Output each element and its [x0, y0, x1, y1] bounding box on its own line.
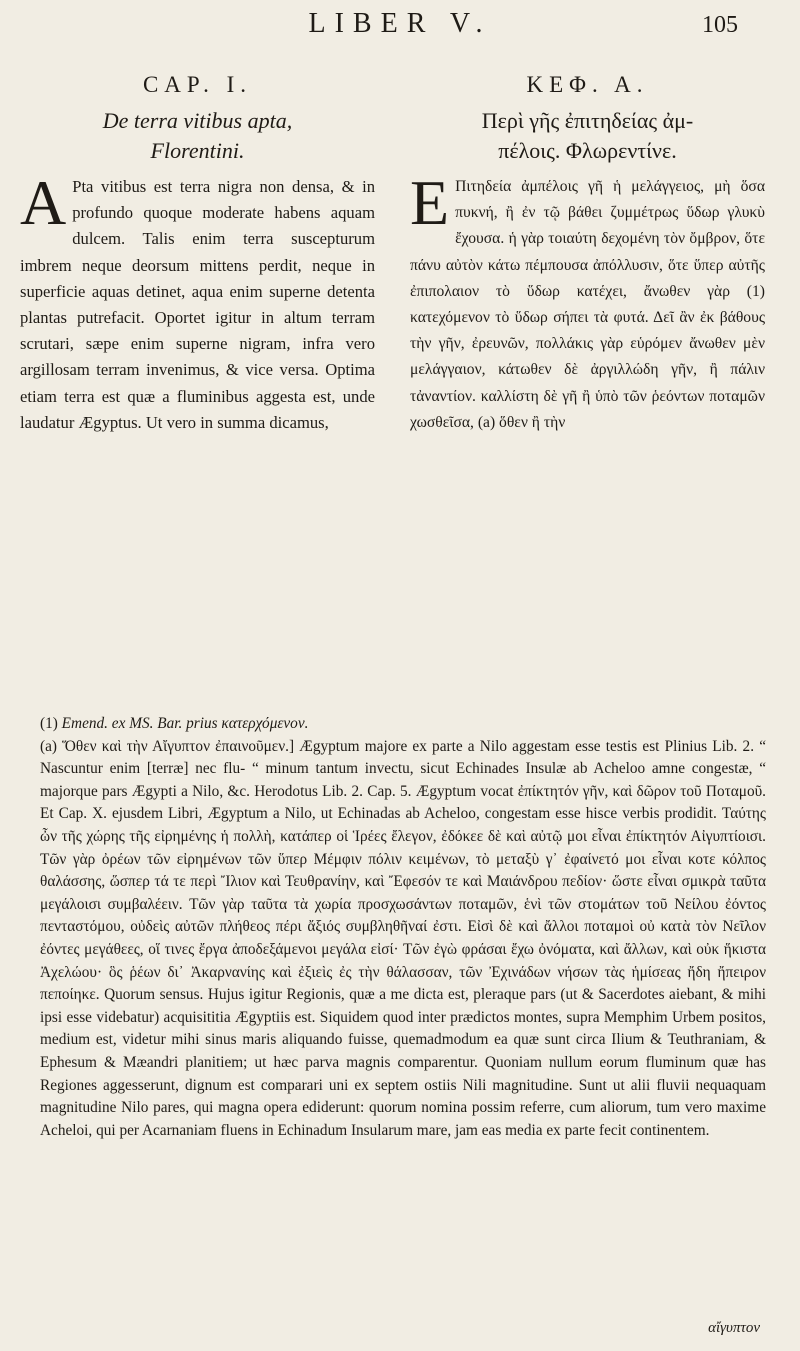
footnote-2 — [40, 736, 766, 1143]
catchword: αἴγυπτον — [708, 1320, 760, 1336]
running-head: LIBER V. — [308, 8, 492, 39]
latin-title-line2: Florentini. — [150, 138, 245, 163]
greek-chapter-heading: ΚΕΦ. Α. — [526, 72, 649, 97]
footnote-2-text: Ὅθεν καὶ τὴν Αἴγυπτον ἐπαινοῦμεν.] Ægyptum majore ex parte a Nilo aggestam esse testis est Plinius Lib. 2. “ Nascuntur enim [terræ] nec flu- “ minum tantum invectu, sicut Echinades Insulæ ab Acheloo amne congestæ, “ majorque pars Ægypti a Nilo, &c. Herodotus Lib. 2. Cap. 5. Ægyptum vocat ἐπίκτητόν γῆν, καὶ δῶρον τοῦ Ποταμοῦ. Et Cap. X. ejusdem Libri, Ægyptum a Nilo, ut Echinadas ab Acheloo, congestam esse hisce verbis prodidit. Ταύτης ὦν τῆς χώρης τῆς εἰρημένης ἡ πολλὴ, κατάπερ οἱ Ἱρέες ἔλεγον, ἐδόκεε δὲ καὶ αὐτῷ μοι εἶναι ἐπίκτητόν Αἰγυπτίοισι. Τῶν γὰρ ὀρέων τῶν εἰρημένων τῶν ὕπερ Μέμφιν πόλιν κειμένων, τὸ μεταξὺ γ᾽ ἐφαίνετό μοι εἶναι κοτε κόλπος θαλάσσης, ὥσπερ τά τε περὶ Ἴλιον καὶ Τευθρανίην, καὶ Ἔφεσόν τε καὶ Μαιάνδρου πεδίον· ὥστε εἶναι σμικρὰ ταῦτα μεγάλοισι συμβαλέειν. Τῶν γὰρ ταῦτα τὰ χωρία προσχωσάντων ποταμῶν, ἑνὶ τῶν στομάτων τοῦ Νείλου ἐόντος πενταστόμου, οὐδεὶς αὐτῶν πλήθεος πέρι ἄξιός συμβληθῆναί ἐστι. Εἰσὶ δὲ καὶ ἄλλοι ποταμοὶ οὐ κατὰ τὸν Νεῖλον ἐόντες μεγάθεες, οἵ τινες ἔργα ἀποδεξάμενοι μεγάλα εἰσί· Τῶν ἐγὼ φράσαι ἔχω ὀνόματα, καὶ ἄλλων, καὶ οὐκ ἥκιστα Ἀχελώου· ὃς ῥέων δι᾽ Ἀκαρνανίης καὶ ἐξιεὶς ἐς τὴν θάλασσαν, τῶν Ἐχινάδων νήσων τὰς ἡμίσεας ἤδη ἤπειρον πεποίηκε. Quorum sensus. Hujus igitur Regionis, quæ a me dicta est, pleraque pars (ut & Sacerdotes aiebant, & mihi ipsi esse videbatur) acquisititia Ægyptiis est. Siquidem quod inter prædictos montes, supra Memphim Urbem positos, medium est, videtur mihi sinus maris aliquando fuisse, quemadmodum ea quæ sunt circa Ilium & Teuthraniam, & Ephesum & Mæandri planitiem; ut hæc parva magnis comparentur. Quoniam nullum eorum fluminum quæ has Regiones aggesserunt, dignum est comparari uni ex septem ostiis Nili magnitudine. Sunt ut alii fluvii nequaquam magnitudine Nilo pares, qui magna opera ediderunt: quorum nomina possim referre, cum aliorum, tum vero maxime Acheloi, qui per Acarnaniam fluens in Echinadum Insularum mare, jam eas media ex parte fecit continentem. — [40, 737, 766, 1139]
latin-body-text: Pta vitibus est terra nigra non densa, & in profundo quoque moderate habens aquam dulcem. Talis enim terra suscepturum imbrem neque deorsum mittens perdit, neque in superficie aquas detinet, aqua enim superne detenta plantas putrefacit. Oportet igitur in altum terram scrutari, sæpe enim superne nigram, infra vero argillosam terram invenimus, & vice versa. Optima etiam terra est quæ a fluminibus aggesta est, unde laudatur Ægyptus. Ut vero in summa dicamus, — [20, 177, 375, 432]
footnote-1 — [40, 713, 766, 736]
greek-title-line2: πέλοις. Φλωρεντίνε. — [498, 138, 677, 163]
greek-drop-cap: E — [410, 167, 450, 238]
latin-column — [20, 72, 375, 436]
latin-title — [20, 106, 375, 166]
latin-body — [20, 167, 375, 436]
greek-column — [410, 72, 765, 436]
greek-body-text: Πιτηδεία ἀμπέλοις γῆ ἡ μελάγγειος, μὴ ὅσα πυκνή, ἢ ἐν τῷ βάθει ζυμμέτρως ὕδωρ γλυκὺ ἔχουσα. ἡ γὰρ τοιαύτη δεχομένη τὸν ὄμβρον, ὅτε πάνυ αὐτὸν κάτω πέμπουσα ἀπόλλυσιν, ὅτε ὕπερ αὐτῆς ἐπιπολαιον τὸ ὕδωρ κατέχει, ἄνωθεν γὰρ (1) κατεχόμενον τὸ ὕδωρ σήπει τὰ φυτά. Δεῖ ἂν ἐκ βάθους τὴν γῆν, ἐρευνῶν, πολλάκις γὰρ εὑρόμεν ἄνωθεν μὲν μελάγγαιον, κάτωθεν δὲ ἀργιλλώδη γῆν, ἢ πάλιν τἀναντίον. καλλίστη δὲ γῆ ἢ ὑπὸ τῶν ῥεόντων ποταμῶν χωσθεῖσα, (a) ὅθεν ἢ τὴν — [410, 178, 765, 431]
footnote-2-label: (a) — [40, 737, 57, 755]
greek-body — [410, 167, 765, 436]
footnote-1-label: (1) — [40, 715, 58, 732]
footnote-1-text: Emend. ex MS. Bar. prius κατερχόμενον. — [61, 715, 309, 732]
greek-title — [410, 106, 765, 166]
footnotes — [40, 713, 766, 1142]
page-number: 105 — [702, 12, 738, 38]
latin-title-line1: De terra vitibus apta, — [102, 108, 293, 133]
latin-chapter-heading: CAP. I. — [142, 72, 253, 97]
latin-drop-cap: A — [20, 167, 67, 238]
greek-title-line1: Περὶ γῆς ἐπιτηδείας ἀμ- — [481, 108, 694, 133]
